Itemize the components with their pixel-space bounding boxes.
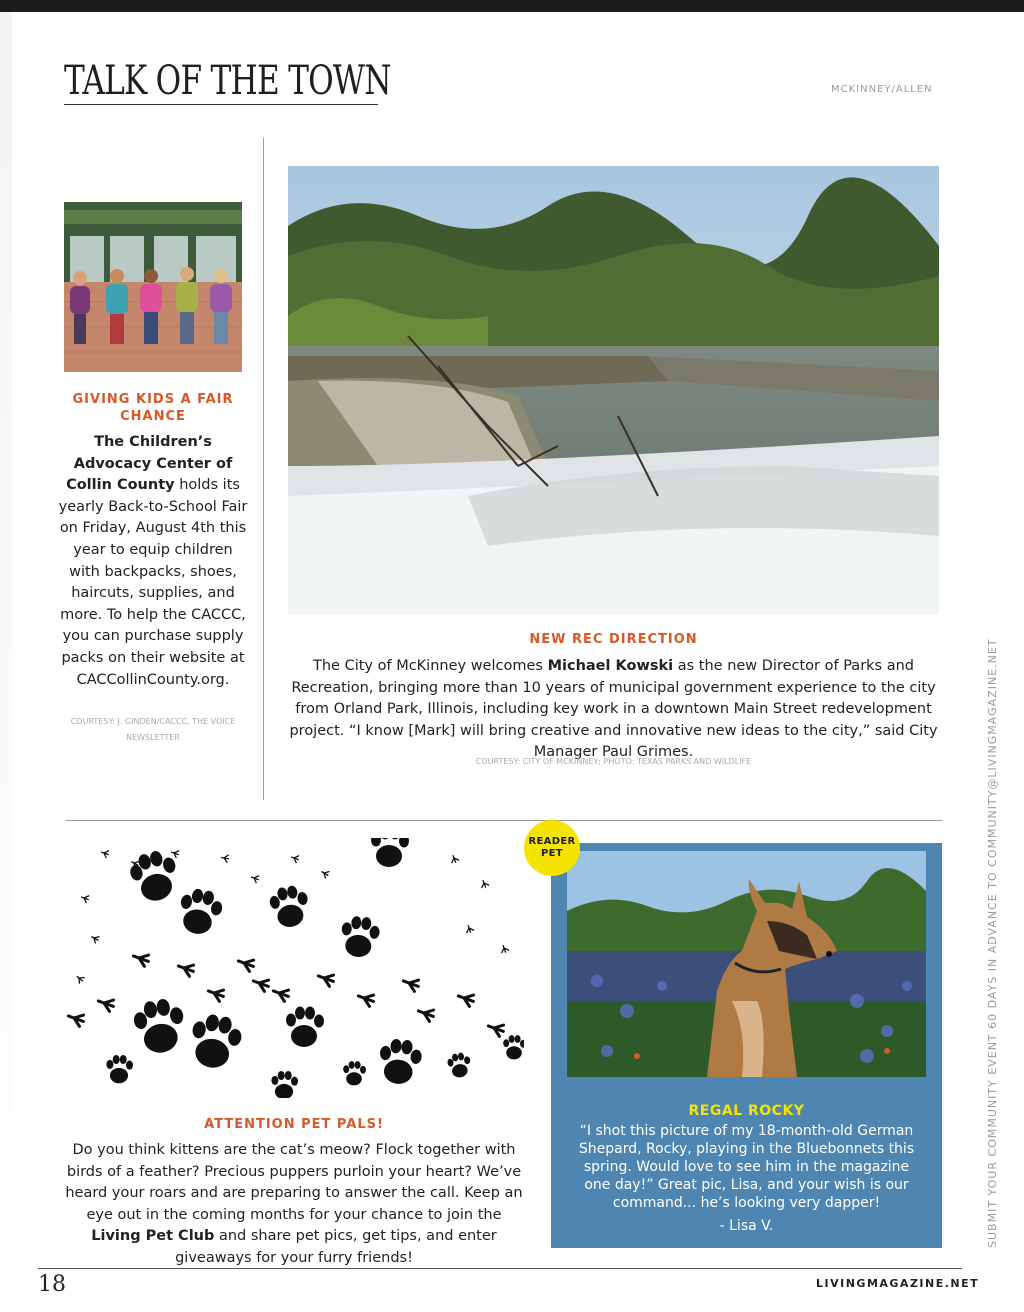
- reader-pet-heading: REGAL ROCKY: [688, 1103, 805, 1119]
- column-divider: [263, 138, 264, 800]
- reader-pet-signature: - Lisa V.: [719, 1218, 774, 1234]
- vertical-submit-note: SUBMIT YOUR COMMUNITY EVENT 60 DAYS IN ADVANCE TO COMMUNITY@LIVINGMAGAZINE.NET: [986, 638, 999, 1248]
- title-underline: [64, 104, 378, 105]
- kids-org-name: The Children’s Advocacy Center of Collin County: [66, 434, 233, 494]
- waterfall-photo: [288, 166, 939, 614]
- dog-photo: [567, 851, 926, 1077]
- region-label: MCKINNEY/ALLEN: [831, 84, 933, 95]
- paw-print-illustration: [64, 838, 524, 1098]
- reader-pet-quote: “I shot this picture of my 18-month-old German Shepard, Rocky, playing in the Bluebonnets this spring. Would love to see him in the magazine one day!” Great pic, Lisa, and your wish is our command... he’s looking very dapper!: [578, 1123, 915, 1211]
- footer-rule: [38, 1268, 962, 1269]
- pet-body-rest: and share pet pics, get tips, and enter giveaways for your furry friends!: [175, 1228, 497, 1266]
- top-border: [0, 0, 1024, 12]
- kids-photo-credit: COURTESY: J. GINDEN/CACCC, THE VOICE NEWSLETTER: [70, 717, 236, 742]
- rec-heading: NEW REC DIRECTION: [529, 632, 698, 647]
- kids-body-text: holds its yearly Back-to-School Fair on Friday, August 4th this year to equip children with backpacks, shoes, haircuts, supplies, and more. To help the CACCC, you can purchase supply packs on their website at CACCollinCounty.org.: [58, 477, 248, 688]
- kids-body: [58, 432, 248, 691]
- page-number: 18: [38, 1272, 66, 1297]
- section-title: TALK OF THE TOWN: [64, 58, 391, 104]
- pet-club-name: Living Pet Club: [91, 1228, 215, 1245]
- reader-pet-badge: [524, 820, 580, 876]
- rec-body-intro: The City of McKinney welcomes: [313, 658, 548, 674]
- badge-line-1: READER: [528, 836, 576, 847]
- rec-body: [288, 656, 939, 764]
- rec-director-name: Michael Kowski: [547, 658, 674, 674]
- kids-heading: GIVING KIDS A FAIR CHANCE: [72, 392, 234, 424]
- pet-body-intro: Do you think kittens are the cat’s meow? Flock together with birds of a feather? Precious puppers purloin your heart? We’ve heard your roars and are preparing to answer the call. Keep an eye out in the coming months for your chance to join the: [65, 1142, 523, 1223]
- pet-heading: ATTENTION PET PALS!: [204, 1117, 384, 1132]
- pet-body: [64, 1140, 524, 1270]
- rec-body-rest: as the new Director of Parks and Recreation, bringing more than 10 years of municipal government experience to the city from Orland Park, Illinois, including key work in a downtown Main Street redevelopment project. “I know [Mark] will bring creative and innovative new ideas to the city,” said City Manager Paul Grimes.: [289, 658, 938, 761]
- footer-site-url: LIVINGMAGAZINE.NET: [816, 1277, 980, 1290]
- left-page-edge: [0, 12, 12, 1312]
- rec-photo-credit: COURTESY: CITY OF MCKINNEY; PHOTO: TEXAS PARKS AND WILDLIFE: [475, 757, 752, 766]
- badge-line-2: PET: [541, 848, 563, 859]
- kids-photo: [64, 202, 242, 372]
- section-divider: [66, 820, 942, 821]
